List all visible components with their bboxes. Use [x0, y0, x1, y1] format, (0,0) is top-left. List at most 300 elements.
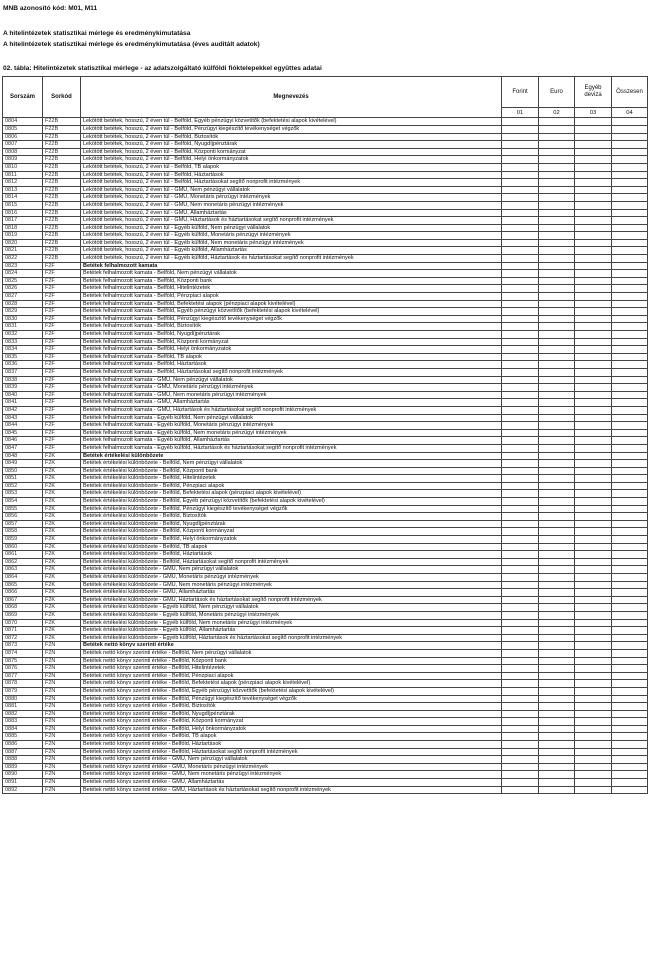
value-cell-euro[interactable]	[539, 247, 575, 255]
value-cell-euro[interactable]	[539, 695, 575, 703]
value-cell-forint[interactable]	[502, 224, 539, 232]
value-cell-egyeb-deviza[interactable]	[575, 338, 612, 346]
value-cell-osszesen[interactable]	[612, 118, 648, 126]
value-cell-forint[interactable]	[502, 611, 539, 619]
value-cell-euro[interactable]	[539, 520, 575, 528]
value-cell-egyeb-deviza[interactable]	[575, 718, 612, 726]
value-cell-osszesen[interactable]	[612, 429, 648, 437]
value-cell-osszesen[interactable]	[612, 437, 648, 445]
value-cell-osszesen[interactable]	[612, 232, 648, 240]
value-cell-forint[interactable]	[502, 217, 539, 225]
value-cell-forint[interactable]	[502, 376, 539, 384]
value-cell-egyeb-deviza[interactable]	[575, 695, 612, 703]
value-cell-egyeb-deviza[interactable]	[575, 642, 612, 650]
value-cell-euro[interactable]	[539, 125, 575, 133]
value-cell-osszesen[interactable]	[612, 718, 648, 726]
value-cell-osszesen[interactable]	[612, 634, 648, 642]
value-cell-egyeb-deviza[interactable]	[575, 437, 612, 445]
value-cell-forint[interactable]	[502, 444, 539, 452]
value-cell-euro[interactable]	[539, 156, 575, 164]
value-cell-euro[interactable]	[539, 574, 575, 582]
value-cell-egyeb-deviza[interactable]	[575, 604, 612, 612]
value-cell-forint[interactable]	[502, 255, 539, 263]
value-cell-forint[interactable]	[502, 490, 539, 498]
value-cell-osszesen[interactable]	[612, 414, 648, 422]
value-cell-euro[interactable]	[539, 536, 575, 544]
value-cell-forint[interactable]	[502, 163, 539, 171]
value-cell-osszesen[interactable]	[612, 482, 648, 490]
value-cell-egyeb-deviza[interactable]	[575, 771, 612, 779]
value-cell-euro[interactable]	[539, 786, 575, 794]
value-cell-forint[interactable]	[502, 771, 539, 779]
value-cell-egyeb-deviza[interactable]	[575, 293, 612, 301]
value-cell-euro[interactable]	[539, 414, 575, 422]
value-cell-euro[interactable]	[539, 148, 575, 156]
value-cell-euro[interactable]	[539, 596, 575, 604]
value-cell-forint[interactable]	[502, 429, 539, 437]
value-cell-egyeb-deviza[interactable]	[575, 536, 612, 544]
value-cell-forint[interactable]	[502, 353, 539, 361]
value-cell-egyeb-deviza[interactable]	[575, 186, 612, 194]
value-cell-forint[interactable]	[502, 179, 539, 187]
value-cell-euro[interactable]	[539, 194, 575, 202]
value-cell-egyeb-deviza[interactable]	[575, 376, 612, 384]
value-cell-forint[interactable]	[502, 186, 539, 194]
value-cell-osszesen[interactable]	[612, 725, 648, 733]
value-cell-osszesen[interactable]	[612, 627, 648, 635]
value-cell-osszesen[interactable]	[612, 520, 648, 528]
value-cell-osszesen[interactable]	[612, 186, 648, 194]
value-cell-egyeb-deviza[interactable]	[575, 710, 612, 718]
value-cell-egyeb-deviza[interactable]	[575, 399, 612, 407]
value-cell-egyeb-deviza[interactable]	[575, 444, 612, 452]
value-cell-egyeb-deviza[interactable]	[575, 300, 612, 308]
value-cell-egyeb-deviza[interactable]	[575, 270, 612, 278]
value-cell-euro[interactable]	[539, 255, 575, 263]
value-cell-forint[interactable]	[502, 346, 539, 354]
value-cell-forint[interactable]	[502, 201, 539, 209]
value-cell-forint[interactable]	[502, 262, 539, 270]
value-cell-osszesen[interactable]	[612, 331, 648, 339]
value-cell-egyeb-deviza[interactable]	[575, 558, 612, 566]
value-cell-osszesen[interactable]	[612, 156, 648, 164]
value-cell-osszesen[interactable]	[612, 368, 648, 376]
value-cell-forint[interactable]	[502, 361, 539, 369]
value-cell-forint[interactable]	[502, 300, 539, 308]
value-cell-osszesen[interactable]	[612, 680, 648, 688]
value-cell-egyeb-deviza[interactable]	[575, 361, 612, 369]
value-cell-forint[interactable]	[502, 695, 539, 703]
value-cell-egyeb-deviza[interactable]	[575, 247, 612, 255]
value-cell-euro[interactable]	[539, 270, 575, 278]
value-cell-osszesen[interactable]	[612, 399, 648, 407]
value-cell-euro[interactable]	[539, 308, 575, 316]
value-cell-egyeb-deviza[interactable]	[575, 741, 612, 749]
value-cell-osszesen[interactable]	[612, 695, 648, 703]
value-cell-forint[interactable]	[502, 331, 539, 339]
value-cell-forint[interactable]	[502, 596, 539, 604]
value-cell-osszesen[interactable]	[612, 201, 648, 209]
value-cell-forint[interactable]	[502, 475, 539, 483]
value-cell-osszesen[interactable]	[612, 148, 648, 156]
value-cell-osszesen[interactable]	[612, 490, 648, 498]
value-cell-euro[interactable]	[539, 741, 575, 749]
value-cell-euro[interactable]	[539, 133, 575, 141]
value-cell-osszesen[interactable]	[612, 733, 648, 741]
value-cell-euro[interactable]	[539, 179, 575, 187]
value-cell-forint[interactable]	[502, 581, 539, 589]
value-cell-egyeb-deviza[interactable]	[575, 163, 612, 171]
value-cell-egyeb-deviza[interactable]	[575, 748, 612, 756]
value-cell-forint[interactable]	[502, 551, 539, 559]
value-cell-egyeb-deviza[interactable]	[575, 315, 612, 323]
value-cell-egyeb-deviza[interactable]	[575, 353, 612, 361]
value-cell-egyeb-deviza[interactable]	[575, 513, 612, 521]
value-cell-euro[interactable]	[539, 672, 575, 680]
value-cell-egyeb-deviza[interactable]	[575, 627, 612, 635]
value-cell-forint[interactable]	[502, 277, 539, 285]
value-cell-euro[interactable]	[539, 293, 575, 301]
value-cell-euro[interactable]	[539, 627, 575, 635]
value-cell-egyeb-deviza[interactable]	[575, 414, 612, 422]
value-cell-forint[interactable]	[502, 558, 539, 566]
value-cell-egyeb-deviza[interactable]	[575, 331, 612, 339]
value-cell-osszesen[interactable]	[612, 125, 648, 133]
value-cell-euro[interactable]	[539, 285, 575, 293]
value-cell-egyeb-deviza[interactable]	[575, 611, 612, 619]
value-cell-egyeb-deviza[interactable]	[575, 581, 612, 589]
value-cell-euro[interactable]	[539, 604, 575, 612]
value-cell-egyeb-deviza[interactable]	[575, 133, 612, 141]
value-cell-egyeb-deviza[interactable]	[575, 551, 612, 559]
value-cell-forint[interactable]	[502, 687, 539, 695]
value-cell-euro[interactable]	[539, 315, 575, 323]
value-cell-osszesen[interactable]	[612, 672, 648, 680]
value-cell-euro[interactable]	[539, 725, 575, 733]
value-cell-euro[interactable]	[539, 406, 575, 414]
value-cell-euro[interactable]	[539, 323, 575, 331]
value-cell-osszesen[interactable]	[612, 460, 648, 468]
value-cell-egyeb-deviza[interactable]	[575, 323, 612, 331]
value-cell-osszesen[interactable]	[612, 756, 648, 764]
value-cell-forint[interactable]	[502, 703, 539, 711]
value-cell-osszesen[interactable]	[612, 300, 648, 308]
value-cell-forint[interactable]	[502, 718, 539, 726]
value-cell-osszesen[interactable]	[612, 141, 648, 149]
value-cell-egyeb-deviza[interactable]	[575, 779, 612, 787]
value-cell-egyeb-deviza[interactable]	[575, 118, 612, 126]
value-cell-forint[interactable]	[502, 368, 539, 376]
value-cell-osszesen[interactable]	[612, 255, 648, 263]
value-cell-egyeb-deviza[interactable]	[575, 543, 612, 551]
value-cell-egyeb-deviza[interactable]	[575, 255, 612, 263]
value-cell-egyeb-deviza[interactable]	[575, 156, 612, 164]
value-cell-forint[interactable]	[502, 741, 539, 749]
value-cell-forint[interactable]	[502, 672, 539, 680]
value-cell-osszesen[interactable]	[612, 270, 648, 278]
value-cell-osszesen[interactable]	[612, 786, 648, 794]
value-cell-egyeb-deviza[interactable]	[575, 687, 612, 695]
value-cell-osszesen[interactable]	[612, 536, 648, 544]
value-cell-osszesen[interactable]	[612, 376, 648, 384]
value-cell-euro[interactable]	[539, 209, 575, 217]
value-cell-osszesen[interactable]	[612, 452, 648, 460]
value-cell-forint[interactable]	[502, 406, 539, 414]
value-cell-egyeb-deviza[interactable]	[575, 209, 612, 217]
value-cell-osszesen[interactable]	[612, 194, 648, 202]
value-cell-osszesen[interactable]	[612, 224, 648, 232]
value-cell-euro[interactable]	[539, 528, 575, 536]
value-cell-egyeb-deviza[interactable]	[575, 452, 612, 460]
value-cell-egyeb-deviza[interactable]	[575, 482, 612, 490]
value-cell-osszesen[interactable]	[612, 179, 648, 187]
value-cell-forint[interactable]	[502, 148, 539, 156]
value-cell-euro[interactable]	[539, 490, 575, 498]
value-cell-egyeb-deviza[interactable]	[575, 368, 612, 376]
value-cell-egyeb-deviza[interactable]	[575, 475, 612, 483]
value-cell-osszesen[interactable]	[612, 649, 648, 657]
value-cell-osszesen[interactable]	[612, 710, 648, 718]
value-cell-forint[interactable]	[502, 498, 539, 506]
value-cell-osszesen[interactable]	[612, 285, 648, 293]
value-cell-euro[interactable]	[539, 779, 575, 787]
value-cell-osszesen[interactable]	[612, 703, 648, 711]
value-cell-forint[interactable]	[502, 520, 539, 528]
value-cell-egyeb-deviza[interactable]	[575, 148, 612, 156]
value-cell-euro[interactable]	[539, 763, 575, 771]
value-cell-osszesen[interactable]	[612, 611, 648, 619]
value-cell-egyeb-deviza[interactable]	[575, 657, 612, 665]
value-cell-euro[interactable]	[539, 558, 575, 566]
value-cell-osszesen[interactable]	[612, 505, 648, 513]
value-cell-forint[interactable]	[502, 748, 539, 756]
value-cell-forint[interactable]	[502, 338, 539, 346]
value-cell-osszesen[interactable]	[612, 361, 648, 369]
value-cell-osszesen[interactable]	[612, 763, 648, 771]
value-cell-egyeb-deviza[interactable]	[575, 179, 612, 187]
value-cell-egyeb-deviza[interactable]	[575, 763, 612, 771]
value-cell-osszesen[interactable]	[612, 163, 648, 171]
value-cell-osszesen[interactable]	[612, 498, 648, 506]
value-cell-euro[interactable]	[539, 437, 575, 445]
value-cell-euro[interactable]	[539, 444, 575, 452]
value-cell-egyeb-deviza[interactable]	[575, 277, 612, 285]
value-cell-forint[interactable]	[502, 399, 539, 407]
value-cell-osszesen[interactable]	[612, 467, 648, 475]
value-cell-euro[interactable]	[539, 239, 575, 247]
value-cell-euro[interactable]	[539, 300, 575, 308]
value-cell-euro[interactable]	[539, 391, 575, 399]
value-cell-euro[interactable]	[539, 649, 575, 657]
value-cell-euro[interactable]	[539, 703, 575, 711]
value-cell-forint[interactable]	[502, 308, 539, 316]
value-cell-euro[interactable]	[539, 589, 575, 597]
value-cell-euro[interactable]	[539, 748, 575, 756]
value-cell-osszesen[interactable]	[612, 422, 648, 430]
value-cell-euro[interactable]	[539, 163, 575, 171]
value-cell-osszesen[interactable]	[612, 657, 648, 665]
value-cell-osszesen[interactable]	[612, 323, 648, 331]
value-cell-euro[interactable]	[539, 217, 575, 225]
value-cell-egyeb-deviza[interactable]	[575, 391, 612, 399]
value-cell-euro[interactable]	[539, 262, 575, 270]
value-cell-forint[interactable]	[502, 733, 539, 741]
value-cell-forint[interactable]	[502, 627, 539, 635]
value-cell-egyeb-deviza[interactable]	[575, 634, 612, 642]
value-cell-egyeb-deviza[interactable]	[575, 703, 612, 711]
value-cell-forint[interactable]	[502, 239, 539, 247]
value-cell-euro[interactable]	[539, 756, 575, 764]
value-cell-euro[interactable]	[539, 733, 575, 741]
value-cell-forint[interactable]	[502, 657, 539, 665]
value-cell-egyeb-deviza[interactable]	[575, 201, 612, 209]
value-cell-egyeb-deviza[interactable]	[575, 528, 612, 536]
value-cell-euro[interactable]	[539, 611, 575, 619]
value-cell-euro[interactable]	[539, 581, 575, 589]
value-cell-forint[interactable]	[502, 513, 539, 521]
value-cell-forint[interactable]	[502, 414, 539, 422]
value-cell-egyeb-deviza[interactable]	[575, 346, 612, 354]
value-cell-egyeb-deviza[interactable]	[575, 672, 612, 680]
value-cell-euro[interactable]	[539, 710, 575, 718]
value-cell-osszesen[interactable]	[612, 619, 648, 627]
value-cell-forint[interactable]	[502, 649, 539, 657]
value-cell-euro[interactable]	[539, 467, 575, 475]
value-cell-osszesen[interactable]	[612, 133, 648, 141]
value-cell-euro[interactable]	[539, 551, 575, 559]
value-cell-forint[interactable]	[502, 725, 539, 733]
value-cell-euro[interactable]	[539, 718, 575, 726]
value-cell-osszesen[interactable]	[612, 391, 648, 399]
value-cell-forint[interactable]	[502, 710, 539, 718]
value-cell-euro[interactable]	[539, 171, 575, 179]
value-cell-forint[interactable]	[502, 171, 539, 179]
value-cell-forint[interactable]	[502, 452, 539, 460]
value-cell-egyeb-deviza[interactable]	[575, 520, 612, 528]
value-cell-osszesen[interactable]	[612, 277, 648, 285]
value-cell-osszesen[interactable]	[612, 779, 648, 787]
value-cell-osszesen[interactable]	[612, 513, 648, 521]
value-cell-euro[interactable]	[539, 687, 575, 695]
value-cell-egyeb-deviza[interactable]	[575, 725, 612, 733]
value-cell-forint[interactable]	[502, 232, 539, 240]
value-cell-euro[interactable]	[539, 141, 575, 149]
value-cell-euro[interactable]	[539, 361, 575, 369]
value-cell-egyeb-deviza[interactable]	[575, 786, 612, 794]
value-cell-osszesen[interactable]	[612, 642, 648, 650]
value-cell-forint[interactable]	[502, 315, 539, 323]
value-cell-egyeb-deviza[interactable]	[575, 566, 612, 574]
value-cell-forint[interactable]	[502, 619, 539, 627]
value-cell-egyeb-deviza[interactable]	[575, 498, 612, 506]
value-cell-forint[interactable]	[502, 156, 539, 164]
value-cell-egyeb-deviza[interactable]	[575, 285, 612, 293]
value-cell-euro[interactable]	[539, 232, 575, 240]
value-cell-osszesen[interactable]	[612, 444, 648, 452]
value-cell-osszesen[interactable]	[612, 217, 648, 225]
value-cell-osszesen[interactable]	[612, 262, 648, 270]
value-cell-forint[interactable]	[502, 642, 539, 650]
value-cell-euro[interactable]	[539, 657, 575, 665]
value-cell-euro[interactable]	[539, 642, 575, 650]
value-cell-forint[interactable]	[502, 437, 539, 445]
value-cell-osszesen[interactable]	[612, 346, 648, 354]
value-cell-osszesen[interactable]	[612, 384, 648, 392]
value-cell-osszesen[interactable]	[612, 475, 648, 483]
value-cell-euro[interactable]	[539, 619, 575, 627]
value-cell-forint[interactable]	[502, 528, 539, 536]
value-cell-osszesen[interactable]	[612, 748, 648, 756]
value-cell-egyeb-deviza[interactable]	[575, 490, 612, 498]
value-cell-euro[interactable]	[539, 665, 575, 673]
value-cell-egyeb-deviza[interactable]	[575, 460, 612, 468]
value-cell-euro[interactable]	[539, 201, 575, 209]
value-cell-egyeb-deviza[interactable]	[575, 194, 612, 202]
value-cell-forint[interactable]	[502, 323, 539, 331]
value-cell-forint[interactable]	[502, 194, 539, 202]
value-cell-osszesen[interactable]	[612, 581, 648, 589]
value-cell-euro[interactable]	[539, 566, 575, 574]
value-cell-euro[interactable]	[539, 118, 575, 126]
value-cell-euro[interactable]	[539, 452, 575, 460]
value-cell-egyeb-deviza[interactable]	[575, 232, 612, 240]
value-cell-forint[interactable]	[502, 566, 539, 574]
value-cell-forint[interactable]	[502, 460, 539, 468]
value-cell-osszesen[interactable]	[612, 596, 648, 604]
value-cell-euro[interactable]	[539, 224, 575, 232]
value-cell-euro[interactable]	[539, 543, 575, 551]
value-cell-forint[interactable]	[502, 574, 539, 582]
value-cell-osszesen[interactable]	[612, 247, 648, 255]
value-cell-osszesen[interactable]	[612, 566, 648, 574]
value-cell-forint[interactable]	[502, 756, 539, 764]
value-cell-forint[interactable]	[502, 247, 539, 255]
value-cell-osszesen[interactable]	[612, 558, 648, 566]
value-cell-euro[interactable]	[539, 384, 575, 392]
value-cell-egyeb-deviza[interactable]	[575, 224, 612, 232]
value-cell-euro[interactable]	[539, 277, 575, 285]
value-cell-euro[interactable]	[539, 346, 575, 354]
value-cell-egyeb-deviza[interactable]	[575, 467, 612, 475]
value-cell-egyeb-deviza[interactable]	[575, 596, 612, 604]
value-cell-euro[interactable]	[539, 460, 575, 468]
value-cell-osszesen[interactable]	[612, 171, 648, 179]
value-cell-egyeb-deviza[interactable]	[575, 680, 612, 688]
value-cell-osszesen[interactable]	[612, 353, 648, 361]
value-cell-osszesen[interactable]	[612, 293, 648, 301]
value-cell-forint[interactable]	[502, 634, 539, 642]
value-cell-euro[interactable]	[539, 368, 575, 376]
value-cell-forint[interactable]	[502, 293, 539, 301]
value-cell-egyeb-deviza[interactable]	[575, 574, 612, 582]
value-cell-euro[interactable]	[539, 429, 575, 437]
value-cell-euro[interactable]	[539, 186, 575, 194]
value-cell-forint[interactable]	[502, 543, 539, 551]
value-cell-euro[interactable]	[539, 422, 575, 430]
value-cell-forint[interactable]	[502, 141, 539, 149]
value-cell-forint[interactable]	[502, 133, 539, 141]
value-cell-forint[interactable]	[502, 482, 539, 490]
value-cell-forint[interactable]	[502, 680, 539, 688]
value-cell-egyeb-deviza[interactable]	[575, 125, 612, 133]
value-cell-osszesen[interactable]	[612, 308, 648, 316]
value-cell-egyeb-deviza[interactable]	[575, 262, 612, 270]
value-cell-egyeb-deviza[interactable]	[575, 756, 612, 764]
value-cell-osszesen[interactable]	[612, 406, 648, 414]
value-cell-forint[interactable]	[502, 665, 539, 673]
value-cell-egyeb-deviza[interactable]	[575, 308, 612, 316]
value-cell-forint[interactable]	[502, 786, 539, 794]
